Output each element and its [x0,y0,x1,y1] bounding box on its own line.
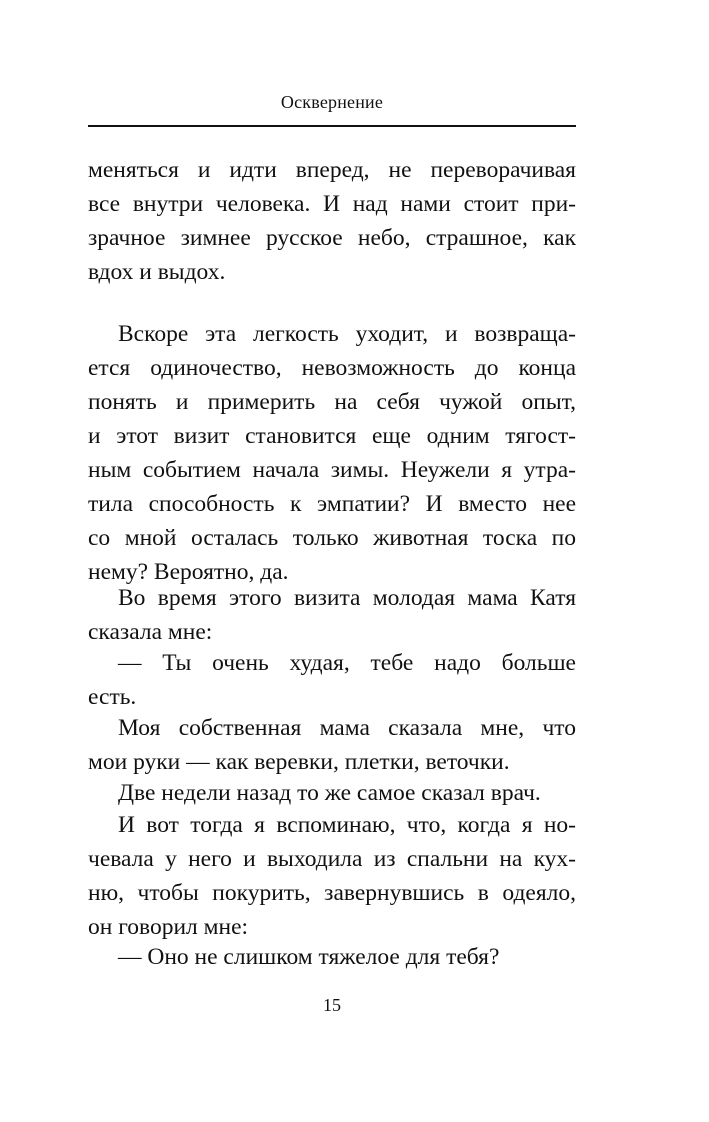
text-line: мои руки — как веревки, плетки, веточки. [88,749,510,775]
page-number: 15 [323,995,341,1015]
running-head: Осквернение [280,92,384,112]
text-line: нему? Вероятно, да. [88,559,289,585]
text-line: понять и примерить на себя чужой опыт, [88,389,576,415]
text-line: И вот тогда я вспоминаю, что, когда я но- [118,812,576,838]
text-line: чевала у него и выходила из спальни на кух- [88,846,576,872]
text-line: зрачное зимнее русское небо, страшное, как [88,225,576,251]
text-line: со мной осталась только животная тоска по [88,525,576,551]
text-line: Моя собственная мама сказала мне, что [118,715,576,741]
text-line: ется одиночество, невозможность до конца [88,355,576,381]
text-line: есть. [88,684,137,710]
text-line: — Оно не слишком тяжелое для тебя? [118,944,500,970]
text-line: он говорил мне: [88,914,249,940]
header-rule [88,125,576,127]
text-line: тила способность к эмпатии? И вместо нее [88,491,576,517]
text-line: все внутри человека. И над нами стоит при- [88,191,576,217]
text-line: Две недели назад то же самое сказал врач. [118,780,541,806]
text-line: вдох и выдох. [88,259,226,285]
text-line: Вскоре эта легкость уходит, и возвраща- [118,321,576,347]
text-line: и этот визит становится еще одним тягост- [88,423,576,449]
text-line: ным событием начала зимы. Неужели я утра- [88,457,576,483]
text-line: ню, чтобы покурить, завернувшись в одеяло, [88,880,576,906]
text-line: сказала мне: [88,619,213,645]
text-line: Во время этого визита молодая мама Катя [118,585,576,611]
text-line: — Ты очень худая, тебе надо больше [118,650,576,676]
text-line: меняться и идти вперед, не переворачивая [88,157,576,183]
